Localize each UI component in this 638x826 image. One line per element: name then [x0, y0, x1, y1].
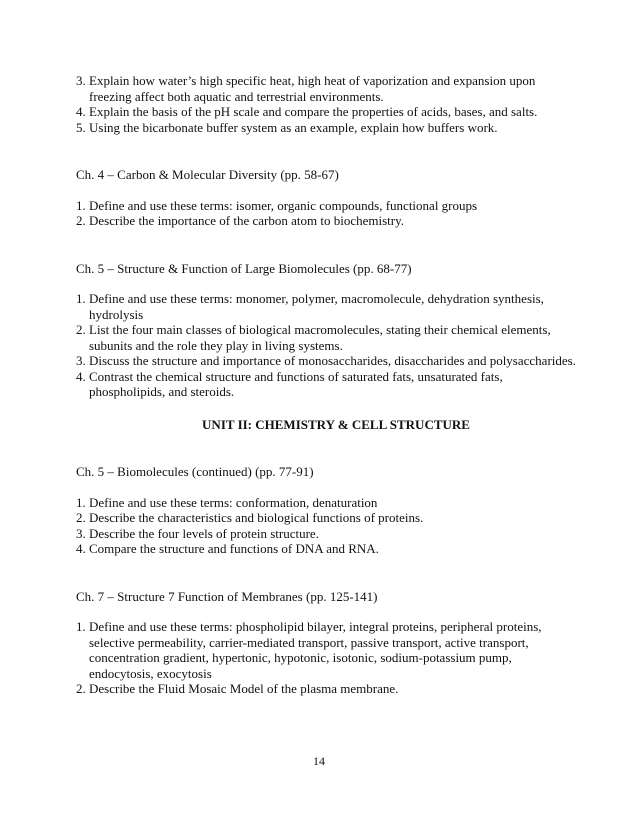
- list-item: 4. Contrast the chemical structure and functions of saturated fats, unsaturated fats, phospholipids, and steroids.: [76, 368, 503, 399]
- list-item: 4. Explain the basis of the pH scale and compare the properties of acids, bases, and salts.: [76, 104, 538, 119]
- document-page: [76, 73, 576, 697]
- chapter-heading-ch5-continued: Ch. 5 – Biomolecules (continued) (pp. 77-91): [76, 464, 314, 479]
- page-number: 14: [313, 754, 325, 768]
- list-item: 1. Define and use these terms: phospholipid bilayer, integral proteins, peripheral proteins, selective permeability, carrier-mediated transport, passive transport, active transport, concentration gradient, hypertonic, hypotonic, isotonic, sodium-potassium pump, endocytosis, exocytosis: [76, 619, 542, 681]
- list-item: 2. Describe the Fluid Mosaic Model of the plasma membrane.: [76, 681, 399, 696]
- list-item: 1. Define and use these terms: conformation, denaturation: [76, 494, 378, 510]
- list-item: 5. Using the bicarbonate buffer system as an example, explain how buffers work.: [76, 119, 498, 135]
- list-item: 3. Discuss the structure and importance of monosaccharides, disaccharides and polysaccharides.: [76, 353, 576, 368]
- chapter-heading-ch4: Ch. 4 – Carbon & Molecular Diversity (pp. 58-67): [76, 167, 339, 182]
- unit-title: UNIT II: CHEMISTRY & CELL STRUCTURE: [202, 416, 470, 432]
- chapter-heading-ch7: Ch. 7 – Structure 7 Function of Membranes (pp. 125-141): [76, 588, 378, 604]
- chapter-heading-ch5: Ch. 5 – Structure & Function of Large Biomolecules (pp. 68-77): [76, 260, 412, 276]
- list-item: 3. Explain how water’s high specific heat, high heat of vaporization and expansion upon freezing affect both aquatic and terrestrial environments.: [76, 73, 536, 104]
- list-item: 2. List the four main classes of biological macromolecules, stating their chemical elements, subunits and the role they play in living systems.: [76, 322, 551, 353]
- list-item: 2. Describe the characteristics and biological functions of proteins.: [76, 510, 424, 525]
- list-item: 2. Describe the importance of the carbon atom to biochemistry.: [76, 213, 405, 228]
- list-item: 1. Define and use these terms: monomer, polymer, macromolecule, dehydration synthesis, hydrolysis: [76, 291, 544, 322]
- list-item: 4. Compare the structure and functions of DNA and RNA.: [76, 541, 379, 556]
- list-item: 1. Define and use these terms: isomer, organic compounds, functional groups: [76, 197, 478, 213]
- list-item: 3. Describe the four levels of protein structure.: [76, 525, 319, 541]
